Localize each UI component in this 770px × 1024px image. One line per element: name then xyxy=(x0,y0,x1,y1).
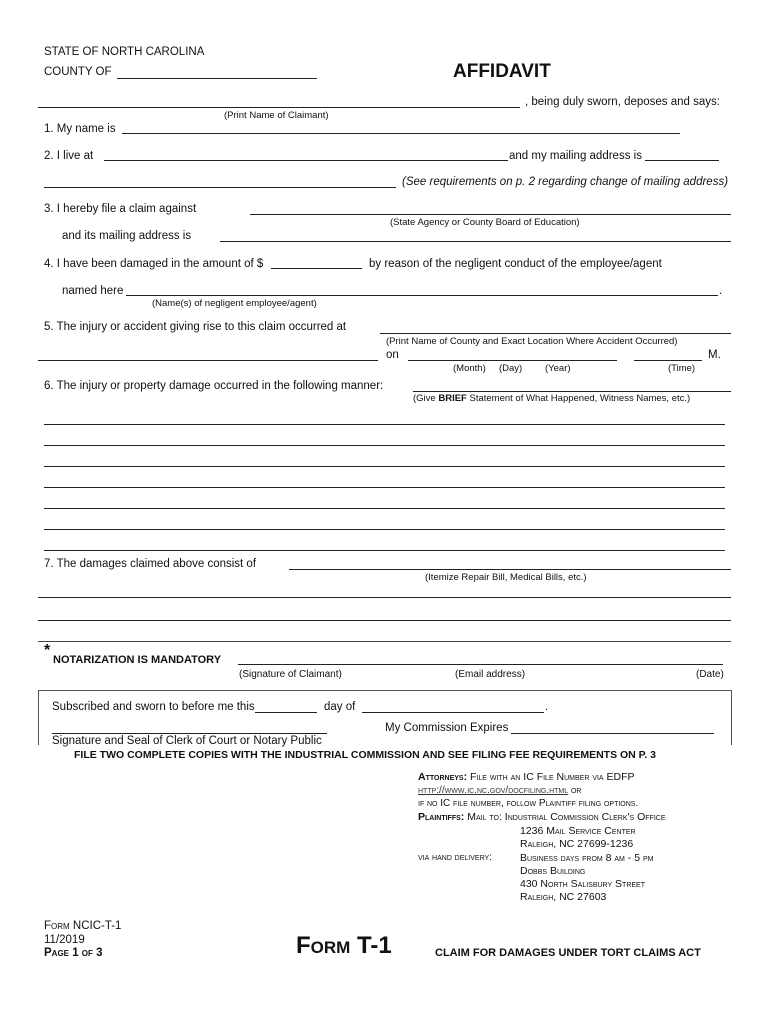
county-label: COUNTY OF xyxy=(44,66,112,78)
location-field-2[interactable] xyxy=(38,360,378,361)
mail-to-text: Mail to: Industrial Commission Clerk's Office xyxy=(467,811,666,823)
signature-field[interactable] xyxy=(238,664,723,665)
manner-line[interactable] xyxy=(44,487,725,488)
subscribed-label: Subscribed and sworn to before me this xyxy=(52,701,255,713)
agency-caption: (State Agency or County Board of Education) xyxy=(390,217,580,228)
seal-label: Signature and Seal of Clerk of Court or Notary Public xyxy=(52,735,322,747)
item-1-label: 1. My name is xyxy=(44,123,116,135)
named-here-label: named here xyxy=(62,285,124,297)
claim-title: CLAIM FOR DAMAGES UNDER TORT CLAIMS ACT xyxy=(435,947,701,959)
month-caption: (Month) xyxy=(453,363,486,374)
my-name-field[interactable] xyxy=(122,133,680,134)
give-caption xyxy=(413,393,690,404)
hand-delivery-2: Dobbs Building xyxy=(520,865,586,877)
itemize-caption: (Itemize Repair Bill, Medical Bills, etc.) xyxy=(425,572,587,583)
manner-line[interactable] xyxy=(44,550,725,551)
signature-caption: (Signature of Claimant) xyxy=(239,669,342,680)
state-label: STATE OF NORTH CAROLINA xyxy=(44,46,205,58)
manner-line[interactable] xyxy=(44,529,725,530)
mail-address-2: Raleigh, NC 27699-1236 xyxy=(520,838,634,850)
county-field[interactable] xyxy=(117,78,317,79)
damages-line[interactable] xyxy=(38,620,731,621)
time-field[interactable] xyxy=(634,360,702,361)
mailing-address-field[interactable] xyxy=(645,160,719,161)
day-caption: (Day) xyxy=(499,363,523,374)
or-text: or xyxy=(570,785,582,796)
employee-name-field[interactable] xyxy=(126,295,718,296)
plaintiffs-line xyxy=(418,811,666,823)
mail-address-1: 1236 Mail Service Center xyxy=(520,825,636,837)
form-title: Form T-1 xyxy=(296,932,392,959)
employee-caption: (Name(s) of negligent employee/agent) xyxy=(152,298,317,309)
hand-delivery-3: 430 North Salisbury Street xyxy=(520,878,646,890)
item-4-label: 4. I have been damaged in the amount of $ xyxy=(44,258,264,270)
damages-field[interactable] xyxy=(289,569,731,570)
amount-field[interactable] xyxy=(271,268,362,269)
agency-mailing-field[interactable] xyxy=(220,241,731,242)
reason-text: by reason of the negligent conduct of the employee/agent xyxy=(369,258,662,270)
filing-notice: FILE TWO COMPLETE COPIES WITH THE INDUSTRIAL COMMISSION AND SEE FILING FEE REQUIREMENTS ON P. 3 xyxy=(74,749,657,761)
mailing-address-field-2[interactable] xyxy=(44,187,396,188)
on-label: on xyxy=(386,349,399,361)
manner-field[interactable] xyxy=(413,391,731,392)
no-ic-text: if no IC file number, follow Plaintiff filing options. xyxy=(418,798,639,809)
claimant-name-field[interactable] xyxy=(38,107,520,108)
item-5-label: 5. The injury or accident giving rise to this claim occurred at xyxy=(44,321,347,333)
page-number: Page 1 of 3 xyxy=(44,947,103,959)
mailing-label: and my mailing address is xyxy=(509,150,642,162)
sworn-text: , being duly sworn, deposes and says: xyxy=(525,96,720,108)
commission-field[interactable] xyxy=(511,733,714,734)
location-field[interactable] xyxy=(380,333,731,334)
form-code: Form NCIC-T-1 xyxy=(44,920,122,932)
notarization-mandatory: NOTARIZATION IS MANDATORY xyxy=(53,654,222,666)
notary-signature-field[interactable] xyxy=(52,733,327,734)
divider xyxy=(38,641,731,642)
agency-mailing-label: and its mailing address is xyxy=(62,230,192,242)
attorneys-line xyxy=(418,771,635,783)
date-caption: (Date) xyxy=(696,669,724,680)
manner-line[interactable] xyxy=(44,466,725,467)
email-caption: (Email address) xyxy=(455,669,526,680)
manner-line[interactable] xyxy=(44,424,725,425)
damages-line[interactable] xyxy=(38,597,731,598)
notary-period: . xyxy=(545,701,549,713)
hand-delivery-label: via hand delivery: xyxy=(418,852,492,863)
see-requirements-note: (See requirements on p. 2 regarding change of mailing address) xyxy=(402,176,729,188)
plaintiffs-label: Plaintiffs: xyxy=(418,811,465,823)
notary-day-field[interactable] xyxy=(255,712,317,713)
form-date: 11/2019 xyxy=(44,934,85,946)
item-3-label: 3. I hereby file a claim against xyxy=(44,203,197,215)
filing-url-link[interactable]: http://www.ic.nc.gov/docfiling.html xyxy=(418,785,569,796)
commission-label: My Commission Expires xyxy=(385,722,509,734)
give-pre: (Give xyxy=(413,393,439,404)
print-name-caption: (Print Name of Claimant) xyxy=(224,110,329,121)
item-7-label: 7. The damages claimed above consist of xyxy=(44,558,257,570)
county-caption: (Print Name of County and Exact Location Where Accident Occurred) xyxy=(386,336,678,347)
m-label: M. xyxy=(708,349,721,361)
day-of-label: day of xyxy=(324,701,356,713)
page-title: AFFIDAVIT xyxy=(453,61,551,82)
date-field[interactable] xyxy=(408,360,617,361)
give-post: Statement of What Happened, Witness Names, etc.) xyxy=(466,393,691,404)
manner-line[interactable] xyxy=(44,508,725,509)
manner-line[interactable] xyxy=(44,445,725,446)
item-6-label: 6. The injury or property damage occurred in the following manner: xyxy=(44,380,384,392)
asterisk: * xyxy=(44,642,51,659)
address-field[interactable] xyxy=(104,160,508,161)
agency-field[interactable] xyxy=(250,214,731,215)
filing-url-line xyxy=(418,785,581,796)
item-2-label: 2. I live at xyxy=(44,150,94,162)
give-bold: BRIEF xyxy=(438,393,467,404)
hand-delivery-1: Business days from 8 am - 5 pm xyxy=(520,852,654,864)
hand-delivery-4: Raleigh, NC 27603 xyxy=(520,891,607,903)
named-period: . xyxy=(719,285,723,297)
notary-month-field[interactable] xyxy=(362,712,544,713)
time-caption: (Time) xyxy=(668,363,696,374)
attorneys-text: File with an IC File Number via EDFP xyxy=(470,771,635,783)
attorneys-label: Attorneys: xyxy=(418,771,468,783)
year-caption: (Year) xyxy=(545,363,571,374)
